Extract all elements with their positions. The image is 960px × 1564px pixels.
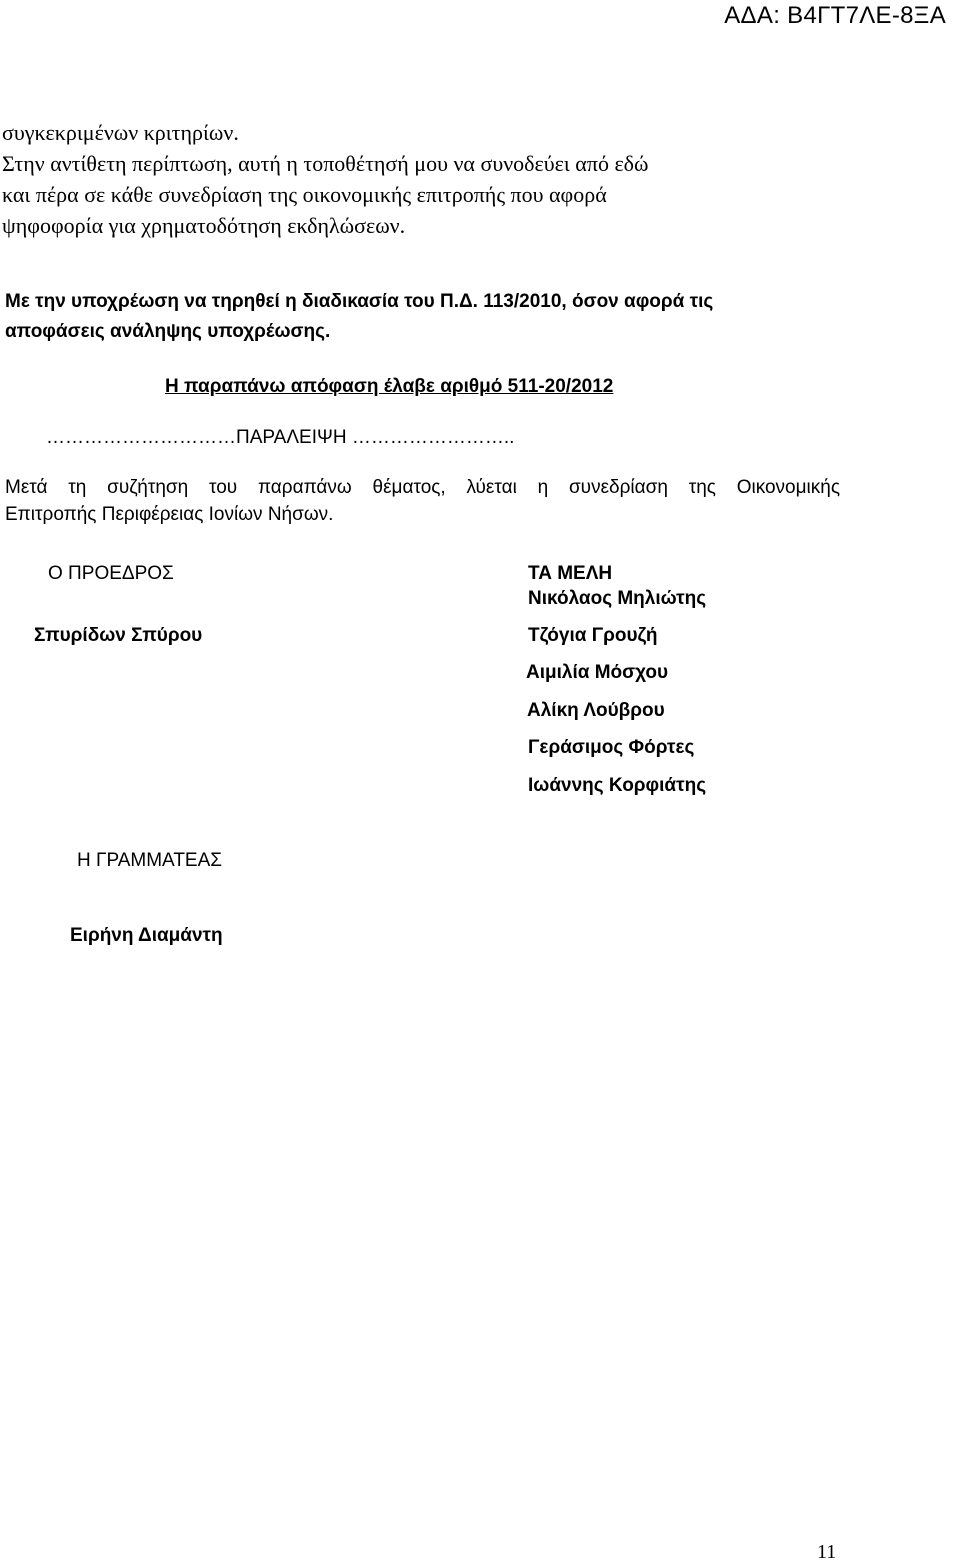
secretary-name: Ειρήνη Διαμάντη bbox=[70, 925, 223, 946]
para2-line-1: Με την υποχρέωση να τηρηθεί η διαδικασία του Π.Δ. 113/2010, όσον αφορά τις bbox=[5, 291, 714, 312]
member-name: Αιμιλία Μόσχου bbox=[526, 662, 669, 683]
members-title: ΤΑ ΜΕΛΗ bbox=[528, 563, 613, 584]
omission-marker: …………………………ΠΑΡΑΛΕΙΨΗ …………………….. bbox=[46, 427, 515, 448]
para1-line-3: και πέρα σε κάθε συνεδρίαση της οικονομικής επιτροπής που αφορά bbox=[2, 182, 607, 207]
closing-line-1 bbox=[5, 477, 840, 499]
para1-line-2: Στην αντίθετη περίπτωση, αυτή η τοποθέτησή μου να συνοδεύει από εδώ bbox=[2, 151, 649, 176]
decision-number: Η παραπάνω απόφαση έλαβε αριθμό 511-20/2012 bbox=[165, 376, 614, 397]
secretary-title: Η ΓΡΑΜΜΑΤΕΑΣ bbox=[77, 850, 223, 871]
member-name: Γεράσιμος Φόρτες bbox=[528, 737, 695, 758]
member-name: Νικόλαος Μηλιώτης bbox=[528, 588, 707, 609]
closing-line-1-text: Μετά τη συζήτηση του παραπάνω θέματος, λύεται η συνεδρίαση της Οικονομικής bbox=[5, 477, 840, 498]
member-name: Ιωάννης Κορφιάτης bbox=[528, 775, 707, 796]
member-name: Τζόγια Γρουζή bbox=[528, 625, 658, 646]
ada-code: ΑΔΑ: Β4ΓΤ7ΛΕ-8ΞΑ bbox=[724, 2, 946, 29]
president-title: Ο ΠΡΟΕΔΡΟΣ bbox=[48, 563, 174, 584]
president-name: Σπυρίδων Σπύρου bbox=[34, 625, 203, 646]
member-name: Αλίκη Λούβρου bbox=[527, 700, 665, 721]
para1-line-4: ψηφοφορία για χρηματοδότηση εκδηλώσεων. bbox=[2, 213, 406, 238]
page-number: 11 bbox=[817, 1541, 837, 1563]
para1-line-1: συγκεκριμένων κριτηρίων. bbox=[2, 120, 239, 145]
para2-line-2: αποφάσεις ανάληψης υποχρέωσης. bbox=[5, 321, 331, 342]
closing-line-2: Επιτροπής Περιφέρειας Ιονίων Νήσων. bbox=[5, 504, 334, 525]
